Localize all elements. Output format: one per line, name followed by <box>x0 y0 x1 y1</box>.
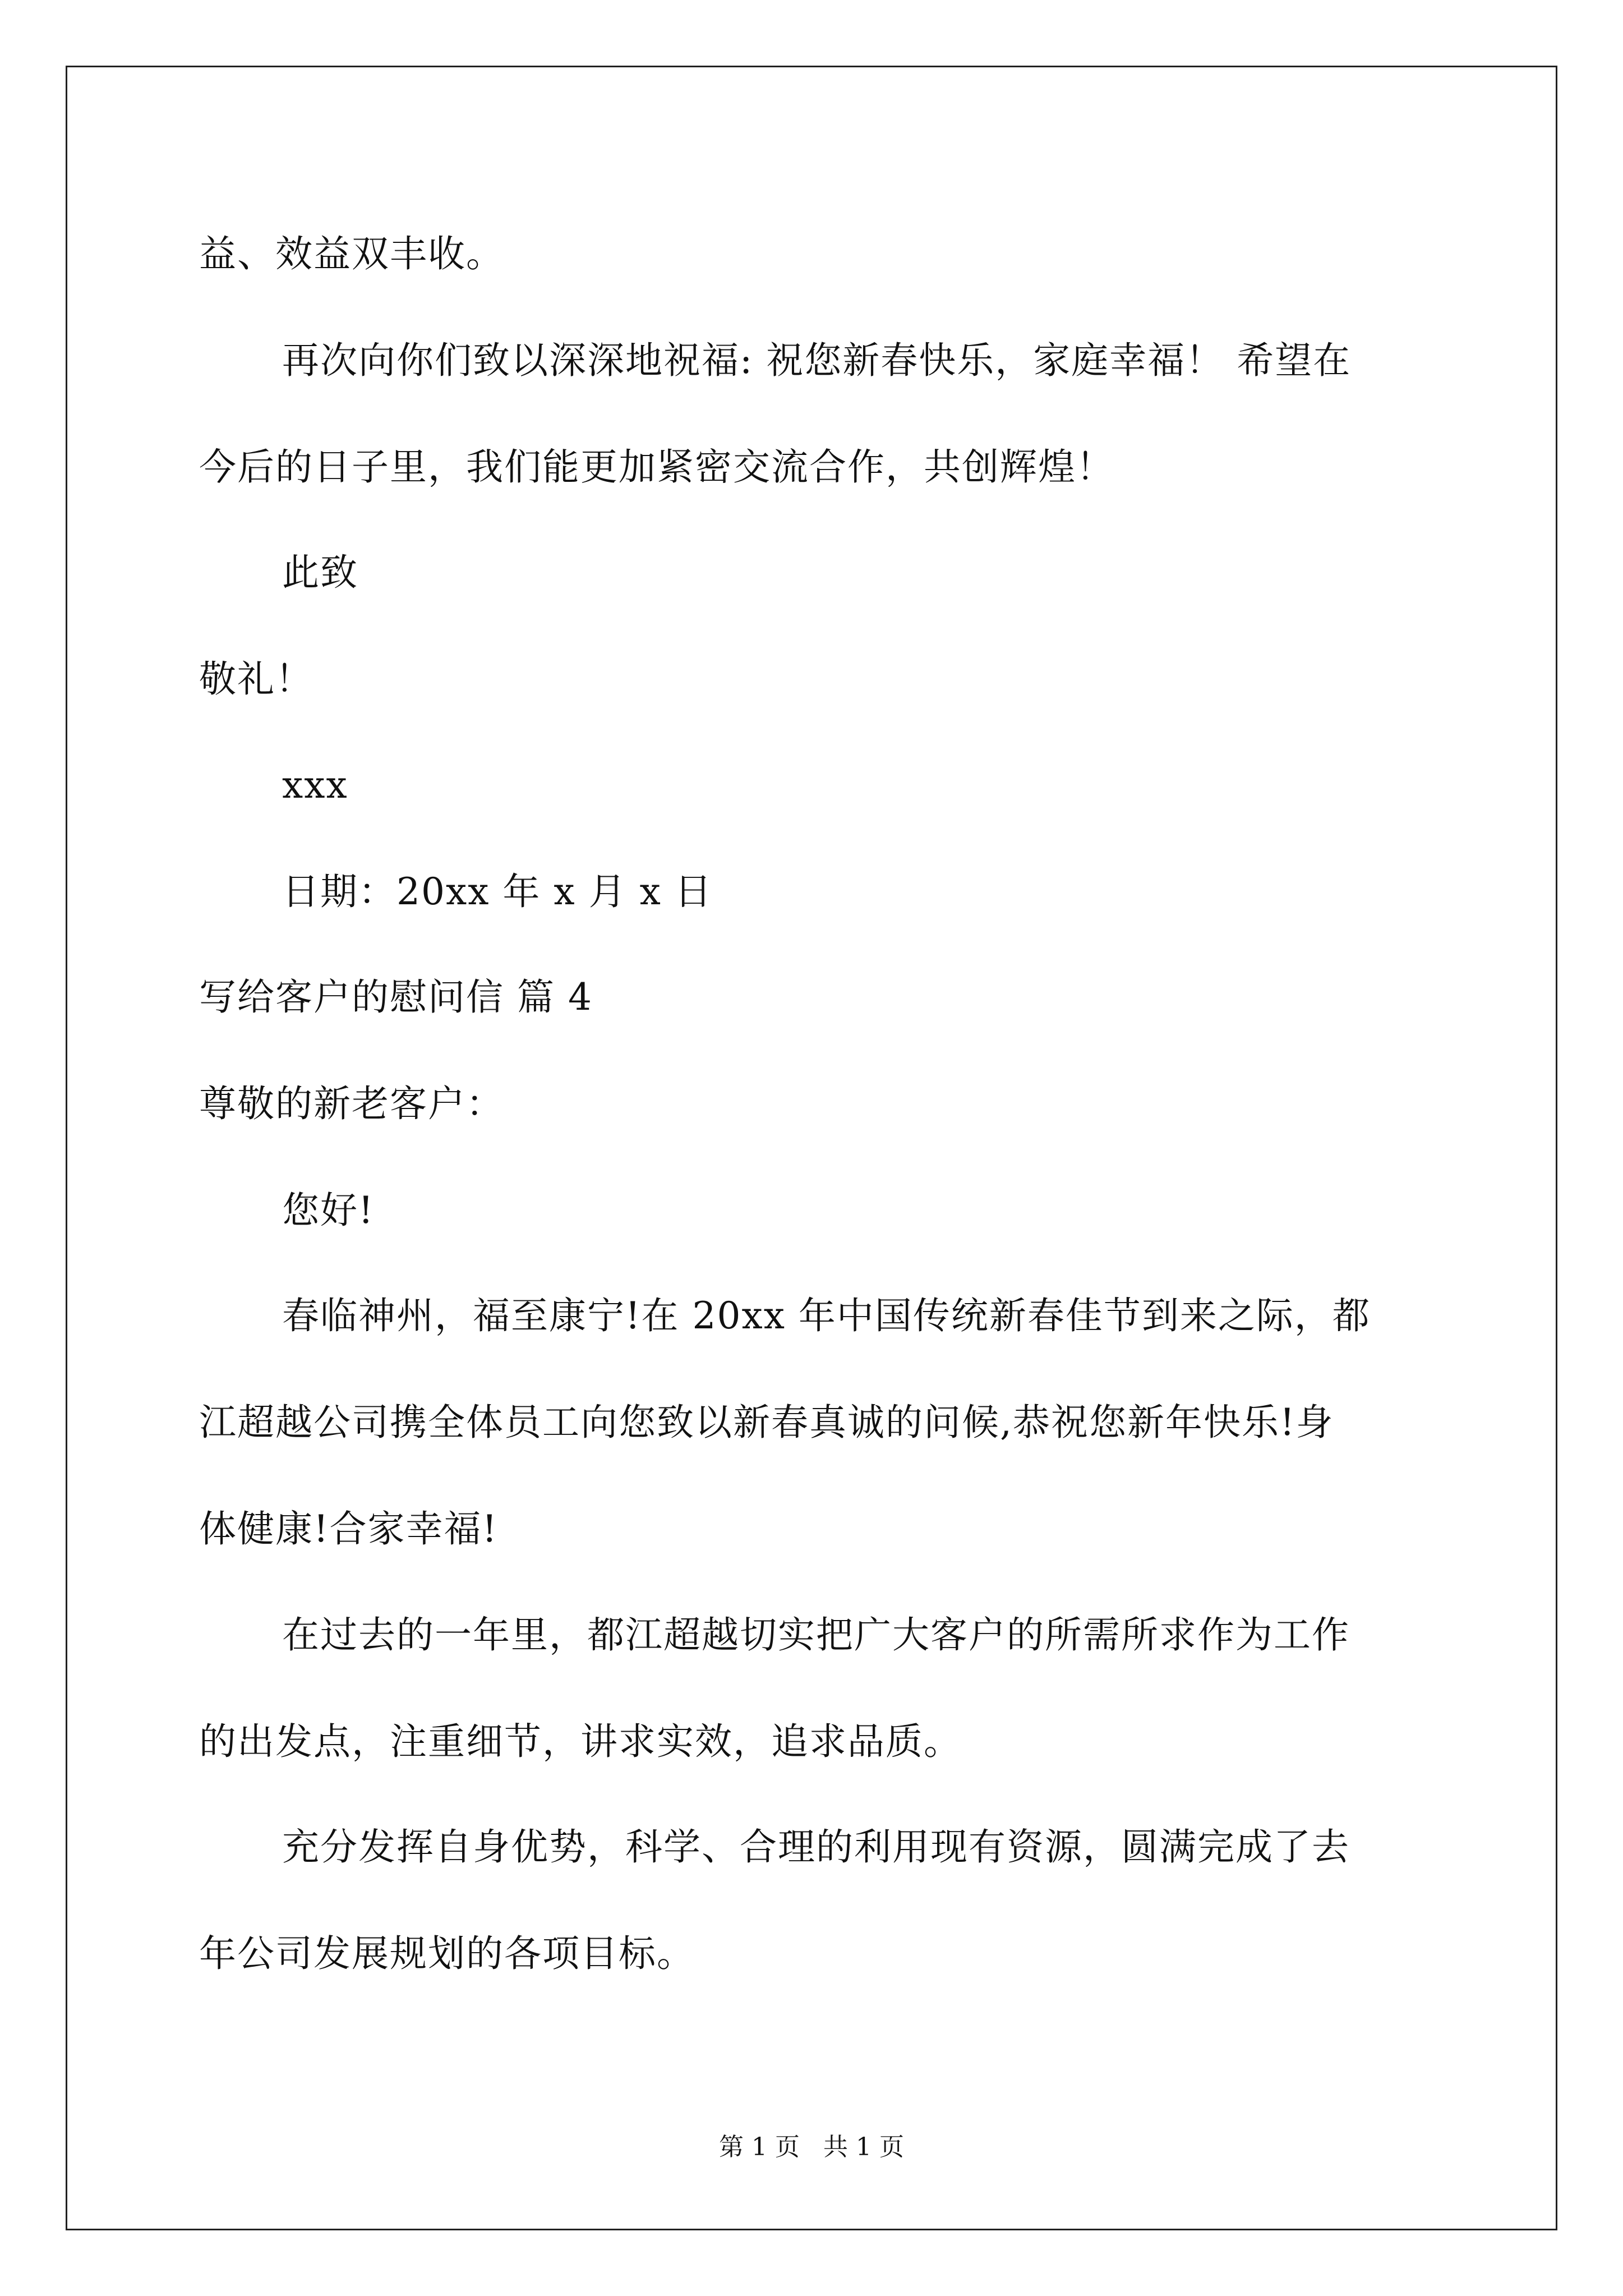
paragraph-line: 江超越公司携全体员工向您致以新春真诚的问候,恭祝您新年快乐!身 <box>199 1401 1334 1444</box>
closing-salutation: 此致 <box>282 551 358 594</box>
paragraph-line: 再次向你们致以深深地祝福: 祝您新春快乐，家庭幸福！ 希望在 <box>282 339 1352 382</box>
paragraph-line: 年公司发展规划的各项目标。 <box>199 1932 695 1975</box>
paragraph-line: 体健康!合家幸福! <box>199 1507 499 1550</box>
greeting-recipient: 尊敬的新老客户： <box>199 1082 504 1125</box>
paragraph-line: 充分发挥自身优势，科学、合理的利用现有资源，圆满完成了去 <box>282 1825 1350 1869</box>
greeting: 您好! <box>282 1189 375 1232</box>
date-line: 日期：20xx 年 x 月 x 日 <box>282 870 713 913</box>
page-border <box>66 66 1557 2230</box>
closing-regards: 敬礼！ <box>199 657 313 701</box>
signature: xxx <box>282 763 348 807</box>
paragraph-line: 春临神州，福至康宁!在 20xx 年中国传统新春佳节到来之际，都 <box>282 1294 1371 1337</box>
section-heading: 写给客户的慰问信 篇 4 <box>199 976 593 1019</box>
paragraph-line: 益、效益双丰收。 <box>199 232 504 275</box>
paragraph-line: 在过去的一年里，都江超越切实把广大客户的所需所求作为工作 <box>282 1613 1350 1657</box>
paragraph-line: 今后的日子里，我们能更加紧密交流合作，共创辉煌！ <box>199 445 1114 489</box>
page-footer: 第 1 页 共 1 页 <box>719 2133 904 2161</box>
paragraph-line: 的出发点，注重细节，讲求实效，追求品质。 <box>199 1720 962 1763</box>
